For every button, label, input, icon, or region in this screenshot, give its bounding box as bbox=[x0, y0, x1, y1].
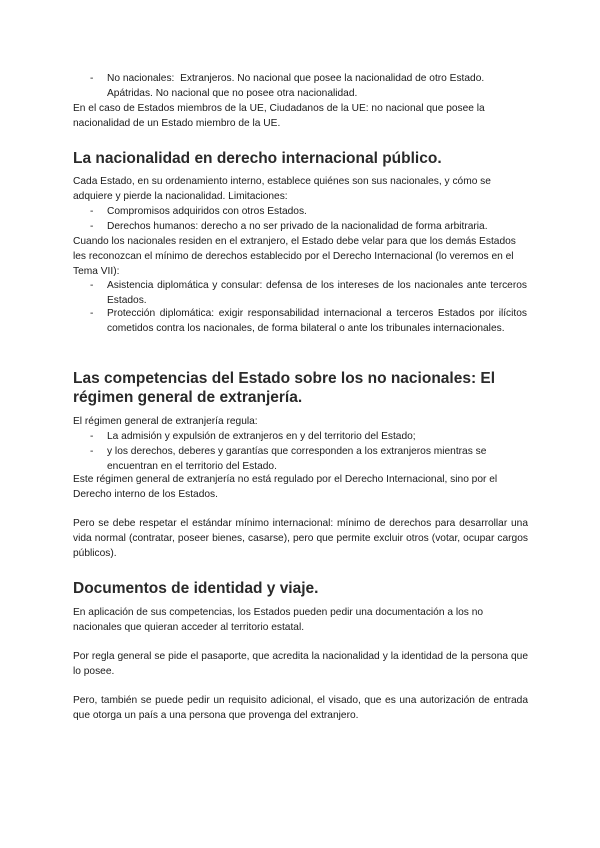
bullet-label: No nacionales: bbox=[107, 73, 175, 84]
bullet-dash: - bbox=[90, 446, 94, 457]
paragraph: Cuando los nacionales residen en el extranjero, el Estado debe velar para que los demás Estados les reconozcan el mínimo de derechos establecido por el Derecho Internacional (lo veremos en el Tema VII): bbox=[73, 236, 516, 277]
paragraph: Por regla general se pide el pasaporte, que acredita la nacionalidad y la identidad de la persona que lo posee. bbox=[73, 651, 528, 677]
paragraph: Pero, también se puede pedir un requisito adicional, el visado, que es una autorización de entrada que otorga un país a una persona que provenga del extranjero. bbox=[73, 695, 528, 721]
paragraph: En aplicación de sus competencias, los Estados pueden pedir una documentación a los no nacionales que quieran acceder al territorio estatal. bbox=[73, 607, 484, 633]
bullet-dash: - bbox=[90, 431, 94, 442]
section-heading-competencias: Las competencias del Estado sobre los no nacionales: El régimen general de extranjería. bbox=[73, 370, 496, 406]
section-heading-documentos: Documentos de identidad y viaje. bbox=[73, 580, 319, 597]
bullet-item: Protección diplomática: exigir responsabilidad internacional a terceros Estados por ilícitos cometidos contra los nacionales, de forma bilateral o ante los tribunales internacionales. bbox=[107, 308, 527, 334]
bullet-dash: - bbox=[90, 280, 94, 291]
bullet-item: La admisión y expulsión de extranjeros en y del territorio del Estado; bbox=[107, 431, 416, 442]
paragraph: Pero se debe respetar el estándar mínimo internacional: mínimo de derechos para desarrollar una vida normal (contratar, poseer bienes, casarse), pero que permite excluir otros (votar, ocupar cargos públicos). bbox=[73, 518, 528, 559]
paragraph: Este régimen general de extranjería no está regulado por el Derecho Internacional, sino por el Derecho interno de los Estados. bbox=[73, 474, 498, 500]
paragraph: El régimen general de extranjería regula: bbox=[73, 416, 258, 427]
section-heading-nacionalidad: La nacionalidad en derecho internacional público. bbox=[73, 150, 442, 167]
paragraph-ue: En el caso de Estados miembros de la UE, Ciudadanos de la UE: no nacional que posee la nacionalidad de un Estado miembro de la UE. bbox=[73, 103, 485, 129]
bullet-item: Derechos humanos: derecho a no ser privado de la nacionalidad de forma arbitraria. bbox=[107, 221, 488, 232]
bullet-item: Asistencia diplomática y consular: defensa de los intereses de los nacionales ante terceros Estados. bbox=[107, 280, 527, 306]
bullet-item: y los derechos, deberes y garantías que corresponden a los extranjeros mientras se encuentran en el territorio del Estado. bbox=[107, 446, 487, 472]
bullet-dash: - bbox=[90, 73, 94, 84]
bullet-dash: - bbox=[90, 206, 94, 217]
bullet-text: Extranjeros. No nacional que posee la nacionalidad de otro Estado. Apátridas. No nacional que no posee otra nacionalidad. bbox=[107, 73, 485, 99]
bullet-dash: - bbox=[90, 308, 94, 319]
bullet-item: Compromisos adquiridos con otros Estados. bbox=[107, 206, 307, 217]
bullet-no-nacionales bbox=[107, 71, 527, 101]
bullet-dash: - bbox=[90, 221, 94, 232]
paragraph: Cada Estado, en su ordenamiento interno, establece quiénes son sus nacionales, y cómo se adquiere y pierde la nacionalidad. Limitaciones: bbox=[73, 176, 491, 202]
